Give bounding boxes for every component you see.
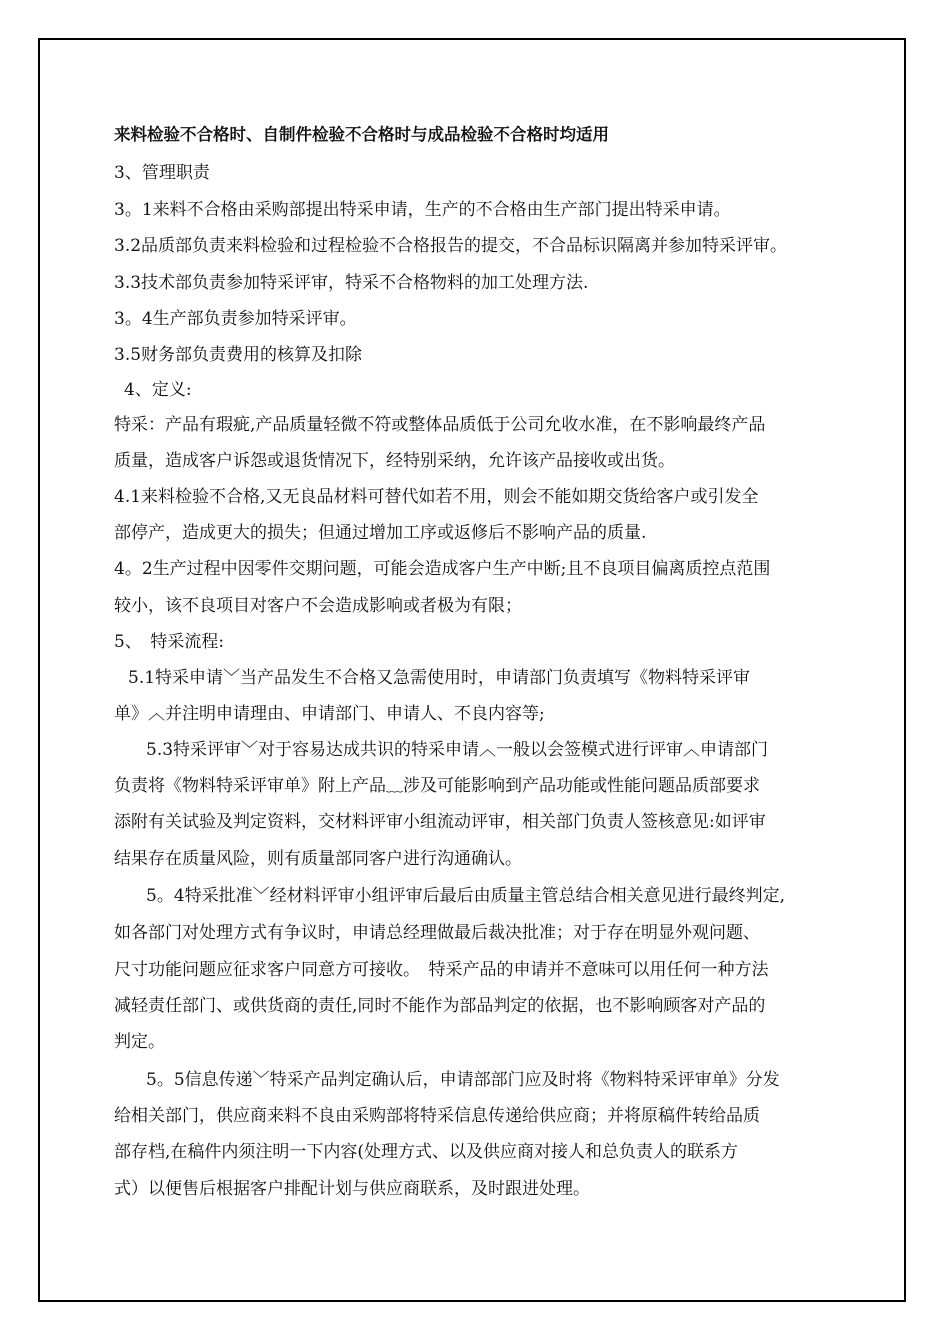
line-5-3c: 添附有关试验及判定资料，交材料评审小组流动评审，相关部门负责人签核意见:如评审: [114, 812, 766, 832]
line-5-3b: 负责将《物料特采评审单》附上产品﹏涉及可能影响到产品功能或性能问题品质部要求: [114, 776, 760, 796]
line-5-5a: 5。5信息传递﹀特采产品判定确认后，申请部部门应及时将《物料特采评审单》分发: [146, 1070, 780, 1090]
line-3-5: 3.5财务部负责费用的核算及扣除: [114, 345, 363, 365]
line-3-2: 3.2品质部负责来料检验和过程检验不合格报告的提交，不合品标识隔离并参加特采评审。: [114, 236, 788, 256]
line-4-2b: 较小，该不良项目对客户不会造成影响或者极为有限；: [114, 596, 522, 616]
document-title: 来料检验不合格时、自制件检验不合格时与成品检验不合格时均适用: [114, 125, 609, 144]
line-4-2a: 4。2生产过程中因零件交期问题，可能会造成客户生产中断;且不良项目偏离质控点范围: [114, 559, 771, 579]
line-3-4: 3。4生产部负责参加特采评审。: [114, 309, 357, 329]
line-5-3d: 结果存在质量风险，则有质量部同客户进行沟通确认。: [114, 849, 522, 869]
line-5-1a: 5.1特采申请﹀当产品发生不合格又急需使用时，申请部门负责填写《物料特采评审: [128, 668, 751, 688]
line-5-4c: 尺寸功能问题应征求客户同意方可接收。 特采产品的申请并不意味可以用任何一种方法: [114, 960, 769, 980]
line-5-4a: 5。4特采批准﹀经材料评审小组评审后最后由质量主管总结合相关意见进行最终判定,: [146, 886, 786, 906]
line-4-1a: 4.1来料检验不合格,又无良品材料可替代如若不用，则会不能如期交货给客户或引发全: [114, 487, 759, 507]
line-5-5c: 部存档,在稿件内须注明一下内容(处理方式、以及供应商对接人和总负责人的联系方: [114, 1142, 739, 1162]
line-5-1b: 单》︿并注明申请理由、申请部门、申请人、不良内容等;: [114, 704, 545, 724]
line-5-4d: 减轻责任部门、或供货商的责任,同时不能作为部品判定的依据，也不影响顾客对产品的: [114, 996, 766, 1016]
line-5-5b: 给相关部门，供应商来料不良由采购部将特采信息传递给供应商；并将原稿件转给品质: [114, 1106, 760, 1126]
line-5-4e: 判定。: [114, 1032, 165, 1052]
line-4: 4、定义:: [124, 380, 192, 400]
line-5: 5、 特采流程:: [114, 632, 225, 652]
line-def-2: 质量，造成客户诉怨或退货情况下，经特别采纳，允许该产品接收或出货。: [114, 451, 675, 471]
line-def-1: 特采：产品有瑕疵,产品质量轻微不符或整体品质低于公司允收水准，在不影响最终产品: [114, 415, 766, 435]
line-3-3: 3.3技术部负责参加特采评审，特采不合格物料的加工处理方法.: [114, 273, 589, 293]
line-3: 3、管理职责: [114, 163, 210, 183]
line-3-1: 3。1来料不合格由采购部提出特采申请，生产的不合格由生产部门提出特采申请。: [114, 200, 731, 220]
line-4-1b: 部停产，造成更大的损失；但通过增加工序或返修后不影响产品的质量.: [114, 523, 647, 543]
line-5-5d: 式）以便售后根据客户排配计划与供应商联系，及时跟进处理。: [114, 1179, 590, 1199]
line-5-3a: 5.3特采评审﹀对于容易达成共识的特采申请︿一般以会签模式进行评审︿申请部门: [146, 740, 769, 760]
line-5-4b: 如各部门对处理方式有争议时，申请总经理做最后裁决批准；对于存在明显外观问题、: [114, 923, 760, 943]
